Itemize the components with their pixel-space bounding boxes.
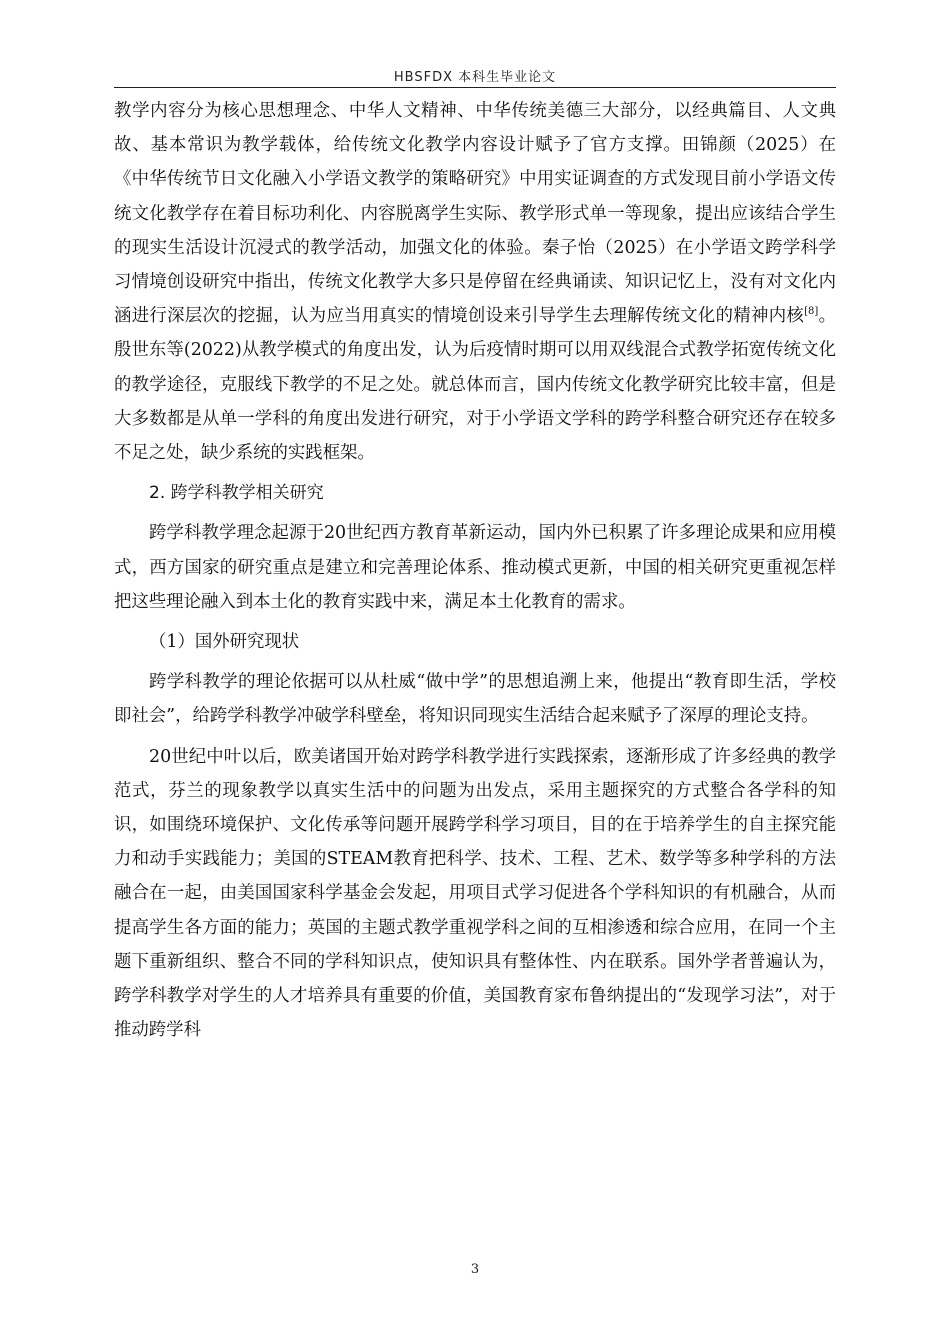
section-heading: 2. 跨学科教学相关研究: [149, 483, 324, 504]
paragraph-dewey: 跨学科教学的理论依据可以从杜威“做中学”的思想追溯上来，他提出“教育即生活，学校即社会”，给跨学科教学冲破学科壁垒，将知识同现实生活结合起来赋予了深厚的理论支持。: [114, 672, 836, 727]
running-header: HBSFDX 本科生毕业论文: [393, 70, 557, 85]
paragraph-domestic-summary: [114, 94, 836, 470]
header-rule: [114, 87, 836, 88]
paragraph-interdisciplinary-intro: 跨学科教学理念起源于20世纪西方教育革新运动，国内外已积累了许多理论成果和应用模式，西方国家的研究重点是建立和完善理论体系、推动模式更新，中国的相关研究更重视怎样把这些理论融入到本土化的教育实践中来，满足本土化教育的需求。: [114, 523, 836, 612]
paragraph-text: 教学内容分为核心思想理念、中华人文精神、中华传统美德三大部分，以经典篇目、人文典故、基本常识为教学载体，给传统文化教学内容设计赋予了官方支撑。田锦颜（2025）在《中华传统节日文化融入小学语文教学的策略研究》中用实证调查的方式发现目前小学语文传统文化教学存在着目标功利化、内容脱离学生实际、教学形式单一等现象，提出应该结合学生的现实生活设计沉浸式的教学活动，加强文化的体验。秦子怡（2025）在小学语文跨学科学习情境创设研究中指出，传统文化教学大多只是停留在经典诵读、知识记忆上，没有对文化内涵进行深层次的挖掘，认为应当用真实的情境创设来引导学生去理解传统文化的精神内核: [114, 101, 836, 327]
subsection-heading: （1）国外研究现状: [149, 632, 300, 653]
paragraph-western-practice: 20世纪中叶以后，欧美诸国开始对跨学科教学进行实践探索，逐渐形成了许多经典的教学范式，芬兰的现象教学以真实生活中的问题为出发点，采用主题探究的方式整合各学科的知识，如围绕环境保护、文化传承等问题开展跨学科学习项目，目的在于培养学生的自主探究能力和动手实践能力；美国的STEAM教育把科学、技术、工程、艺术、数学等多种学科的方法融合在一起，由美国国家科学基金会发起，用项目式学习促进各个学科知识的有机融合，从而提高学生各方面的能力；英国的主题式教学重视学科之间的互相渗透和综合应用，在同一个主题下重新组织、整合不同的学科知识点，使知识具有整体性、内在联系。国外学者普遍认为，跨学科教学对学生的人才培养具有重要的价值，美国教育家布鲁纳提出的“发现学习法”，对于推动跨学科: [114, 746, 836, 1041]
body-text: [114, 94, 836, 1047]
page-number: 3: [470, 1262, 480, 1277]
citation-ref: [8]: [804, 306, 819, 318]
paragraph-text-tail: 。殷世东等(2022)从教学模式的角度出发，认为后疫情时期可以用双线混合式教学拓宽传统文化的教学途径，克服线下教学的不足之处。就总体而言，国内传统文化教学研究比较丰富，但是大多数都是从单一学科的角度出发进行研究，对于小学语文学科的跨学科整合研究还存在较多不足之处，缺少系统的实践框架。: [114, 306, 836, 464]
